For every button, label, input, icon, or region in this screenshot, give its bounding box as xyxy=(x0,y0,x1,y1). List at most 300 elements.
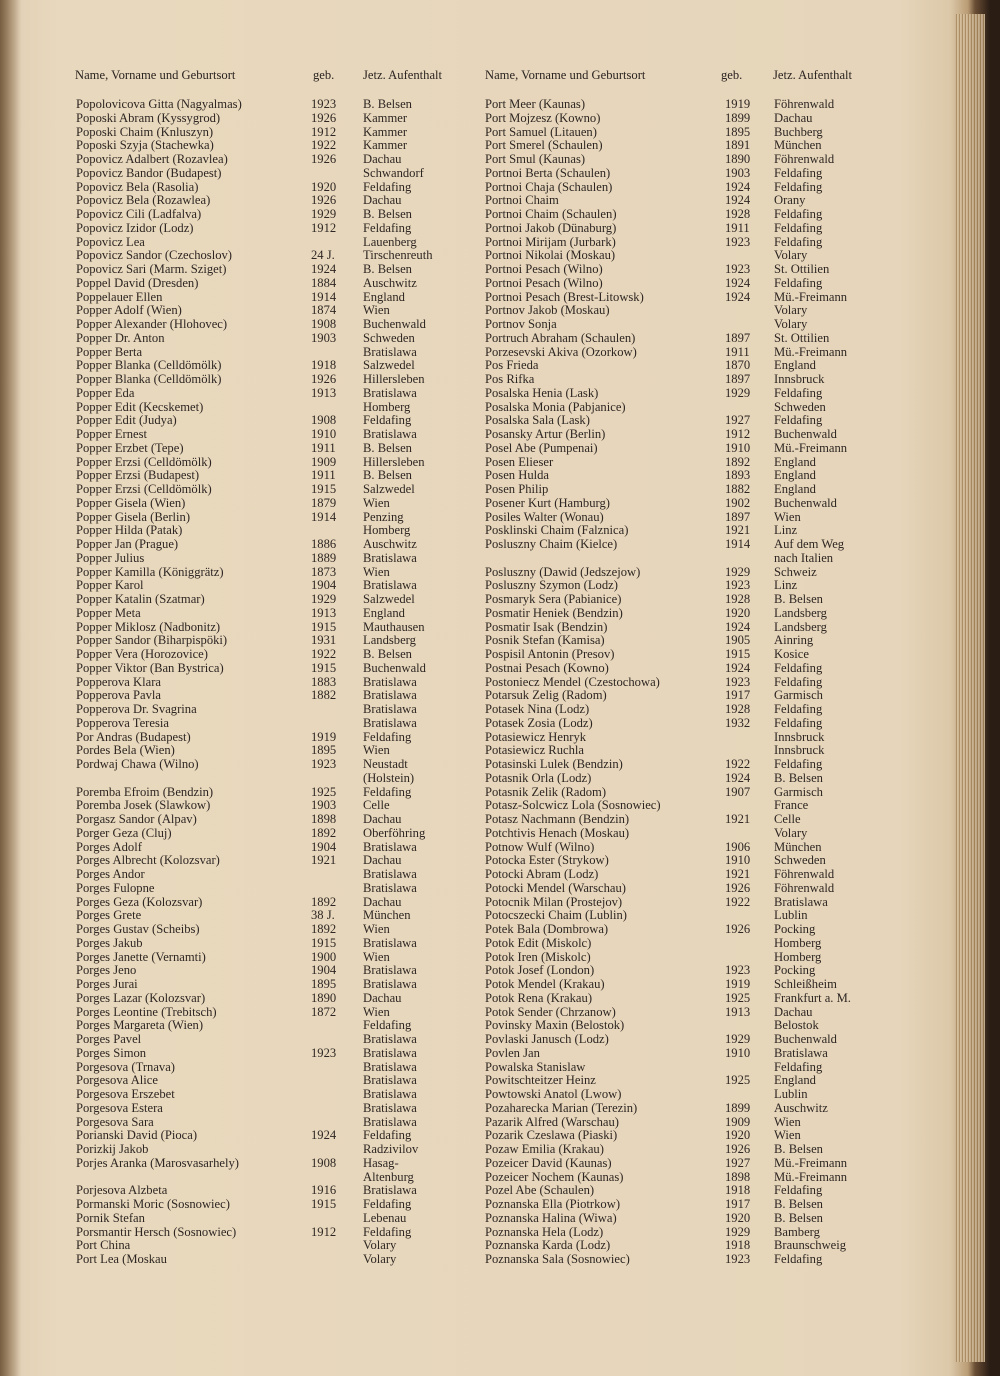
entry-year: 1874 xyxy=(311,303,337,318)
list-item xyxy=(76,497,476,511)
entry-name: Popper Erzbet (Tepe) xyxy=(76,440,184,455)
entry-place: B. Belsen xyxy=(363,468,412,483)
entry-name: Porgesova Estera xyxy=(76,1100,163,1115)
entry-year: 1914 xyxy=(311,289,337,304)
entry-name: Poppelauer Ellen xyxy=(76,289,163,304)
list-item xyxy=(485,978,895,992)
list-item xyxy=(485,1116,895,1130)
list-item xyxy=(76,799,476,813)
entry-year: 1925 xyxy=(311,784,337,799)
entry-place: Bratislawa xyxy=(363,935,417,950)
entry-name: Porges Jeno xyxy=(76,963,137,978)
entry-year: 1912 xyxy=(311,1224,337,1239)
list-item xyxy=(485,744,895,758)
list-item xyxy=(76,978,476,992)
list-item xyxy=(76,593,476,607)
list-item xyxy=(76,1198,476,1212)
entry-year: 1918 xyxy=(725,1238,751,1253)
list-item xyxy=(76,1239,476,1253)
entry-name: Pozel Abe (Schaulen) xyxy=(485,1183,595,1198)
entry-place: Kosice xyxy=(774,647,809,661)
entry-name: Porgasz Sandor (Alpav) xyxy=(76,812,197,826)
list-item xyxy=(76,126,476,140)
entry-name: Pazarik Alfred (Warschau) xyxy=(485,1114,619,1129)
entry-year: 1915 xyxy=(311,1197,337,1211)
entry-place: Feldafing xyxy=(774,275,823,290)
entry-name: Pozeicer Nochem (Kaunas) xyxy=(485,1169,624,1184)
list-item xyxy=(76,1061,476,1075)
list-item xyxy=(76,291,476,305)
entry-name: Potasz Nachmann (Bendzin) xyxy=(485,812,630,826)
entry-place: Wien xyxy=(774,509,801,524)
entry-year: 1929 xyxy=(725,1224,751,1239)
entry-place: Hillersleben xyxy=(363,454,425,469)
list-item xyxy=(485,552,895,566)
entry-place: Homberg xyxy=(774,935,822,950)
entry-place: Landsberg xyxy=(774,605,827,620)
entry-name: Popper Katalin (Szatmar) xyxy=(76,592,205,606)
entry-place: Feldafing xyxy=(774,660,823,675)
list-item xyxy=(76,662,476,676)
entry-year: 1929 xyxy=(311,592,337,606)
list-item xyxy=(485,703,895,717)
entry-place: Bratislawa xyxy=(363,1032,417,1046)
entry-place: England xyxy=(774,358,816,373)
entry-name: Port Smul (Kaunas) xyxy=(485,152,586,166)
entry-name: Popper Julius xyxy=(76,550,145,565)
list-item xyxy=(76,469,476,483)
list-item xyxy=(76,277,476,291)
list-item xyxy=(76,882,476,896)
entry-name: Popper Berta xyxy=(76,344,143,359)
list-item xyxy=(76,538,476,552)
entry-year: 1925 xyxy=(725,1073,751,1088)
list-item xyxy=(485,497,895,511)
entry-name: Popper Dr. Anton xyxy=(76,330,165,345)
entry-name: Popper Viktor (Ban Bystrica) xyxy=(76,660,224,675)
entry-place: Bratislawa xyxy=(363,963,417,978)
list-item xyxy=(485,167,895,181)
entry-place: Feldafing xyxy=(774,179,823,194)
list-item xyxy=(485,923,895,937)
list-item xyxy=(76,181,476,195)
list-item xyxy=(76,1212,476,1226)
entry-place: Bratislawa xyxy=(363,674,417,689)
entry-year: 1923 xyxy=(725,578,751,593)
entry-year: 38 J. xyxy=(311,908,335,923)
entry-place: B. Belsen xyxy=(363,262,412,276)
list-item xyxy=(485,676,895,690)
entry-name: Posener Kurt (Hamburg) xyxy=(485,495,610,510)
list-item xyxy=(76,1129,476,1143)
entry-year: 1925 xyxy=(725,990,751,1005)
entry-year: 1919 xyxy=(311,729,337,744)
entry-year: 1920 xyxy=(725,1128,751,1143)
entry-place: Homberg xyxy=(363,523,411,538)
entry-place: Volary xyxy=(774,825,808,840)
entry-name: Pospisil Antonin (Presov) xyxy=(485,647,615,661)
entry-name: Portruch Abraham (Schaulen) xyxy=(485,330,636,345)
entry-name: Popper Miklosz (Nadbonitz) xyxy=(76,619,221,634)
entry-year: 1913 xyxy=(311,385,337,400)
entry-year: 1898 xyxy=(311,812,337,826)
list-item xyxy=(485,662,895,676)
list-item xyxy=(485,1074,895,1088)
entry-year: 1902 xyxy=(725,495,751,510)
list-item xyxy=(76,566,476,580)
entry-place: Oberföhring xyxy=(363,825,426,840)
entry-place: Föhrenwald xyxy=(774,867,835,881)
entry-name: Potocnik Milan (Prostejov) xyxy=(485,894,623,909)
entry-place: Volary xyxy=(363,1252,397,1266)
entry-place: Bratislawa xyxy=(363,688,417,703)
entry-name: Porges Leontine (Trebitsch) xyxy=(76,1004,217,1019)
list-item xyxy=(76,304,476,318)
entry-place: Mü.-Freimann xyxy=(774,1169,848,1184)
entry-place: Homberg xyxy=(774,949,822,964)
entry-place: Landsberg xyxy=(774,619,827,634)
header-year-left: geb. xyxy=(313,68,335,82)
entry-place: Altenburg xyxy=(363,1169,414,1184)
list-item xyxy=(485,277,895,291)
entry-year: 1873 xyxy=(311,564,337,579)
entry-place: St. Ottilien xyxy=(774,330,830,345)
list-item xyxy=(485,896,895,910)
entry-place: England xyxy=(774,1073,816,1088)
entry-year: 1889 xyxy=(311,550,337,565)
list-item xyxy=(76,841,476,855)
entry-year: 1892 xyxy=(311,894,337,909)
entry-place: Bratislawa xyxy=(363,867,417,881)
entry-year: 1929 xyxy=(725,1032,751,1046)
entry-place: Wien xyxy=(363,743,390,758)
entry-place: Bratislawa xyxy=(774,1045,828,1060)
entry-place: Dachau xyxy=(363,193,402,208)
entry-place: nach Italien xyxy=(774,550,834,565)
entry-place: Kammer xyxy=(363,110,408,125)
entry-name: Portnoi Chaim xyxy=(485,193,559,208)
entry-name: Popper Vera (Horozovice) xyxy=(76,647,208,661)
entry-name: Popper Blanka (Celldömölk) xyxy=(76,358,222,373)
list-item xyxy=(485,813,895,827)
entry-year: 1895 xyxy=(311,743,337,758)
entry-place: Bratislawa xyxy=(363,715,417,730)
list-item xyxy=(76,153,476,167)
entry-year: 1918 xyxy=(311,358,337,373)
list-item xyxy=(76,676,476,690)
entry-name: Posalska Sala (Lask) xyxy=(485,413,590,428)
entry-year: 1886 xyxy=(311,537,337,551)
entry-place: Feldafing xyxy=(774,385,823,400)
entry-name: Portnoi Nikolai (Moskau) xyxy=(485,248,616,263)
list-item xyxy=(76,373,476,387)
entry-year: 1906 xyxy=(725,839,751,854)
entry-year: 1926 xyxy=(725,880,751,895)
entry-name: Postoniecz Mendel (Czestochowa) xyxy=(485,674,660,689)
entry-year: 1895 xyxy=(311,977,337,991)
entry-name: Poposki Abram (Kyssygrod) xyxy=(76,110,221,125)
entry-name: Popperova Klara xyxy=(76,674,161,689)
entry-year: 1909 xyxy=(725,1114,751,1129)
entry-place: Volary xyxy=(774,248,808,263)
entry-place: Linz xyxy=(774,523,798,538)
entry-name: Pozaw Emilia (Krakau) xyxy=(485,1142,604,1156)
entry-year: 1882 xyxy=(725,482,751,496)
entry-place: Wien xyxy=(363,303,390,318)
list-item xyxy=(76,1019,476,1033)
entry-place: Feldafing xyxy=(774,1183,823,1198)
entry-year: 1905 xyxy=(725,633,751,648)
entry-year: 1908 xyxy=(311,413,337,428)
entry-place: Celle xyxy=(774,812,801,826)
entry-year: 1924 xyxy=(725,275,751,290)
entry-name: Portnoi Mirijam (Jurbark) xyxy=(485,234,616,249)
entry-name: Posluszny Szymon (Lodz) xyxy=(485,578,618,593)
entry-name: Pos Rifka xyxy=(485,372,535,386)
list-item xyxy=(76,222,476,236)
entry-place: Bratislawa xyxy=(363,1059,417,1074)
entry-name: Portnov Sonja xyxy=(485,317,557,331)
entry-year: 1913 xyxy=(725,1004,751,1019)
list-item xyxy=(76,1157,476,1171)
entry-year: 1926 xyxy=(725,922,751,936)
list-item xyxy=(76,249,476,263)
entry-year: 1911 xyxy=(725,344,750,359)
list-item xyxy=(485,456,895,470)
entry-year: 1927 xyxy=(725,1155,751,1170)
entry-name: Popper Karol xyxy=(76,578,144,593)
list-item xyxy=(76,194,476,208)
entry-name: Poznanska Ella (Piotrkow) xyxy=(485,1197,621,1211)
entry-year: 1893 xyxy=(725,468,751,483)
header-place-right: Jetz. Aufenthalt xyxy=(773,68,853,82)
entry-name: Porges Adolf xyxy=(76,839,142,854)
entry-name: Potok Sender (Chrzanow) xyxy=(485,1004,616,1019)
list-item xyxy=(485,469,895,483)
entry-year: 1910 xyxy=(311,427,337,441)
list-item xyxy=(485,442,895,456)
entry-name: Popper Sandor (Biharpispöki) xyxy=(76,633,228,648)
entry-place: England xyxy=(774,454,816,469)
list-item xyxy=(485,538,895,552)
list-item xyxy=(485,882,895,896)
list-item xyxy=(485,291,895,305)
entry-place: Schweden xyxy=(774,399,826,414)
list-item xyxy=(485,607,895,621)
entry-name: Popper Gisela (Wien) xyxy=(76,495,186,510)
entry-year: 1883 xyxy=(311,674,337,689)
entry-place: Auschwitz xyxy=(363,275,417,290)
entry-place: Feldafing xyxy=(774,1252,823,1266)
entry-year: 1928 xyxy=(725,592,751,606)
list-item xyxy=(485,139,895,153)
entry-year: 1922 xyxy=(311,647,337,661)
entry-year: 1921 xyxy=(725,523,751,538)
header-name-right: Name, Vorname und Geburtsort xyxy=(485,68,646,82)
entry-place: Feldafing xyxy=(774,757,823,771)
entry-name: Popperova Teresia xyxy=(76,715,169,730)
entry-place: Bratislawa xyxy=(774,894,828,909)
list-item xyxy=(485,208,895,222)
entry-place: Kammer xyxy=(363,124,408,139)
entry-year: 1924 xyxy=(311,262,337,276)
entry-name: Pozeicer David (Kaunas) xyxy=(485,1155,612,1170)
entry-name: Potocszecki Chaim (Lublin) xyxy=(485,908,627,923)
entry-name: Popper Hilda (Patak) xyxy=(76,523,183,538)
entry-name: Porgesova Sara xyxy=(76,1114,154,1129)
entry-name: Posmatir Isak (Bendzin) xyxy=(485,619,608,634)
entry-year: 1912 xyxy=(311,220,337,235)
list-item xyxy=(76,854,476,868)
entry-place: München xyxy=(774,138,822,153)
entry-place: Belostok xyxy=(774,1018,819,1033)
entry-name: Potok Iren (Miskolc) xyxy=(485,949,591,964)
entry-place: Feldafing xyxy=(774,165,823,180)
list-item xyxy=(485,621,895,635)
entry-name: Popper Erzsi (Budapest) xyxy=(76,468,200,483)
entry-place: Buchenwald xyxy=(774,427,837,441)
entry-place: Orany xyxy=(774,193,806,208)
entry-year: 1922 xyxy=(311,138,337,153)
entry-name: Poznanska Sala (Sosnowiec) xyxy=(485,1252,630,1266)
entry-place: Lublin xyxy=(774,908,808,923)
entry-year: 1918 xyxy=(725,1183,751,1198)
entry-place: Volary xyxy=(363,1238,397,1253)
entry-name: Potasiewicz Henryk xyxy=(485,729,587,744)
entry-name: Posalska Henia (Lask) xyxy=(485,385,599,400)
list-item xyxy=(485,181,895,195)
entry-place: Volary xyxy=(774,303,808,318)
entry-year: 1922 xyxy=(725,894,751,909)
list-item xyxy=(76,236,476,250)
list-item xyxy=(485,1006,895,1020)
entry-year: 1899 xyxy=(725,110,751,125)
entry-name: Pos Frieda xyxy=(485,358,539,373)
list-item xyxy=(485,1033,895,1047)
entry-place: Buchenwald xyxy=(774,495,837,510)
entry-year: 1923 xyxy=(311,1045,337,1060)
entry-name: Port Lea (Moskau xyxy=(76,1252,167,1266)
entry-year: 1912 xyxy=(311,124,337,139)
entry-year: 1916 xyxy=(311,1183,337,1198)
entry-year: 1921 xyxy=(311,853,337,868)
list-item xyxy=(485,689,895,703)
entry-place: Salzwedel xyxy=(363,592,415,606)
entry-place: Auschwitz xyxy=(774,1100,828,1115)
list-item xyxy=(485,854,895,868)
list-item xyxy=(76,346,476,360)
entry-name: Popper Erzsi (Celldömölk) xyxy=(76,482,212,496)
entry-place: Bratislawa xyxy=(363,977,417,991)
entry-name: Poremba Efroim (Bendzin) xyxy=(76,784,214,799)
entry-place: Homberg xyxy=(363,399,411,414)
entry-name: Popovicz Izidor (Lodz) xyxy=(76,220,194,235)
entry-name: Porjesova Alzbeta xyxy=(76,1183,168,1198)
entry-year: 1924 xyxy=(311,1128,337,1143)
entry-name: Potarsuk Zelig (Radom) xyxy=(485,688,607,703)
entry-name: Popovicz Lea xyxy=(76,234,145,249)
entry-place: Linz xyxy=(774,578,798,593)
entry-name: Popper Adolf (Wien) xyxy=(76,303,182,318)
list-item xyxy=(76,896,476,910)
entry-place: Feldafing xyxy=(774,674,823,689)
entry-place: Dachau xyxy=(363,853,402,868)
list-item xyxy=(76,607,476,621)
list-item xyxy=(76,1116,476,1130)
entry-place: Radzivilov xyxy=(363,1142,419,1156)
entry-name: Povinsky Maxin (Belostok) xyxy=(485,1018,625,1033)
entry-year: 1914 xyxy=(725,537,751,551)
entry-year: 1912 xyxy=(725,427,751,441)
entry-name: Portnoi Pesach (Wilno) xyxy=(485,262,603,276)
header-year-right: geb. xyxy=(721,68,743,82)
list-item xyxy=(485,428,895,442)
entry-name: Popovicz Bela (Rasolia) xyxy=(76,179,199,194)
entry-name: Poposki Chaim (Knluszyn) xyxy=(76,124,214,139)
entry-place: Celle xyxy=(363,798,390,813)
entry-year: 1929 xyxy=(725,385,751,400)
list-item xyxy=(76,401,476,415)
list-item xyxy=(485,731,895,745)
entry-year: 1910 xyxy=(725,853,751,868)
entry-place: Garmisch xyxy=(774,784,823,799)
list-item xyxy=(76,1184,476,1198)
entry-name: Powtowski Anatol (Lwow) xyxy=(485,1087,622,1101)
entry-place: Dachau xyxy=(363,894,402,909)
entry-name: Posluszny (Dawid (Jedszejow) xyxy=(485,564,641,579)
list-item xyxy=(485,717,895,731)
list-item xyxy=(76,772,476,786)
entry-name: Popper Meta xyxy=(76,605,141,620)
entry-year: 1914 xyxy=(311,509,337,524)
entry-place: Dachau xyxy=(774,1004,813,1019)
list-item xyxy=(76,112,476,126)
entry-name: Popper Eda xyxy=(76,385,135,400)
entry-place: B. Belsen xyxy=(774,1142,823,1156)
entry-name: Potasek Zosia (Lodz) xyxy=(485,715,593,730)
entry-name: Popovicz Sandor (Czechoslov) xyxy=(76,248,232,263)
entry-name: Popovicz Bela (Rozawlea) xyxy=(76,193,211,208)
entry-name: Potocki Mendel (Warschau) xyxy=(485,880,626,895)
entry-year: 1892 xyxy=(725,454,751,469)
list-item xyxy=(76,332,476,346)
list-item xyxy=(485,332,895,346)
entry-year: 1870 xyxy=(725,358,751,373)
entry-year: 1931 xyxy=(311,633,337,648)
list-item xyxy=(485,249,895,263)
list-item xyxy=(485,359,895,373)
list-item xyxy=(76,951,476,965)
entry-year: 1923 xyxy=(725,1252,751,1266)
list-item xyxy=(485,868,895,882)
entry-name: Potasinski Lulek (Bendzin) xyxy=(485,757,623,771)
entry-year: 1909 xyxy=(311,454,337,469)
entry-name: Popolovicova Gitta (Nagyalmas) xyxy=(76,97,242,111)
entry-place: Auf dem Weg xyxy=(774,537,845,551)
list-item xyxy=(485,112,895,126)
entry-name: Povlen Jan xyxy=(485,1045,540,1060)
entry-name: Porges Jakub xyxy=(76,935,143,950)
entry-year: 1920 xyxy=(311,179,337,194)
entry-place: Wien xyxy=(774,1128,801,1143)
list-item xyxy=(76,909,476,923)
list-item xyxy=(485,318,895,332)
entry-year: 1884 xyxy=(311,275,337,290)
entry-place: Landsberg xyxy=(363,633,416,648)
list-item xyxy=(485,799,895,813)
list-item xyxy=(76,1047,476,1061)
list-item xyxy=(76,648,476,662)
